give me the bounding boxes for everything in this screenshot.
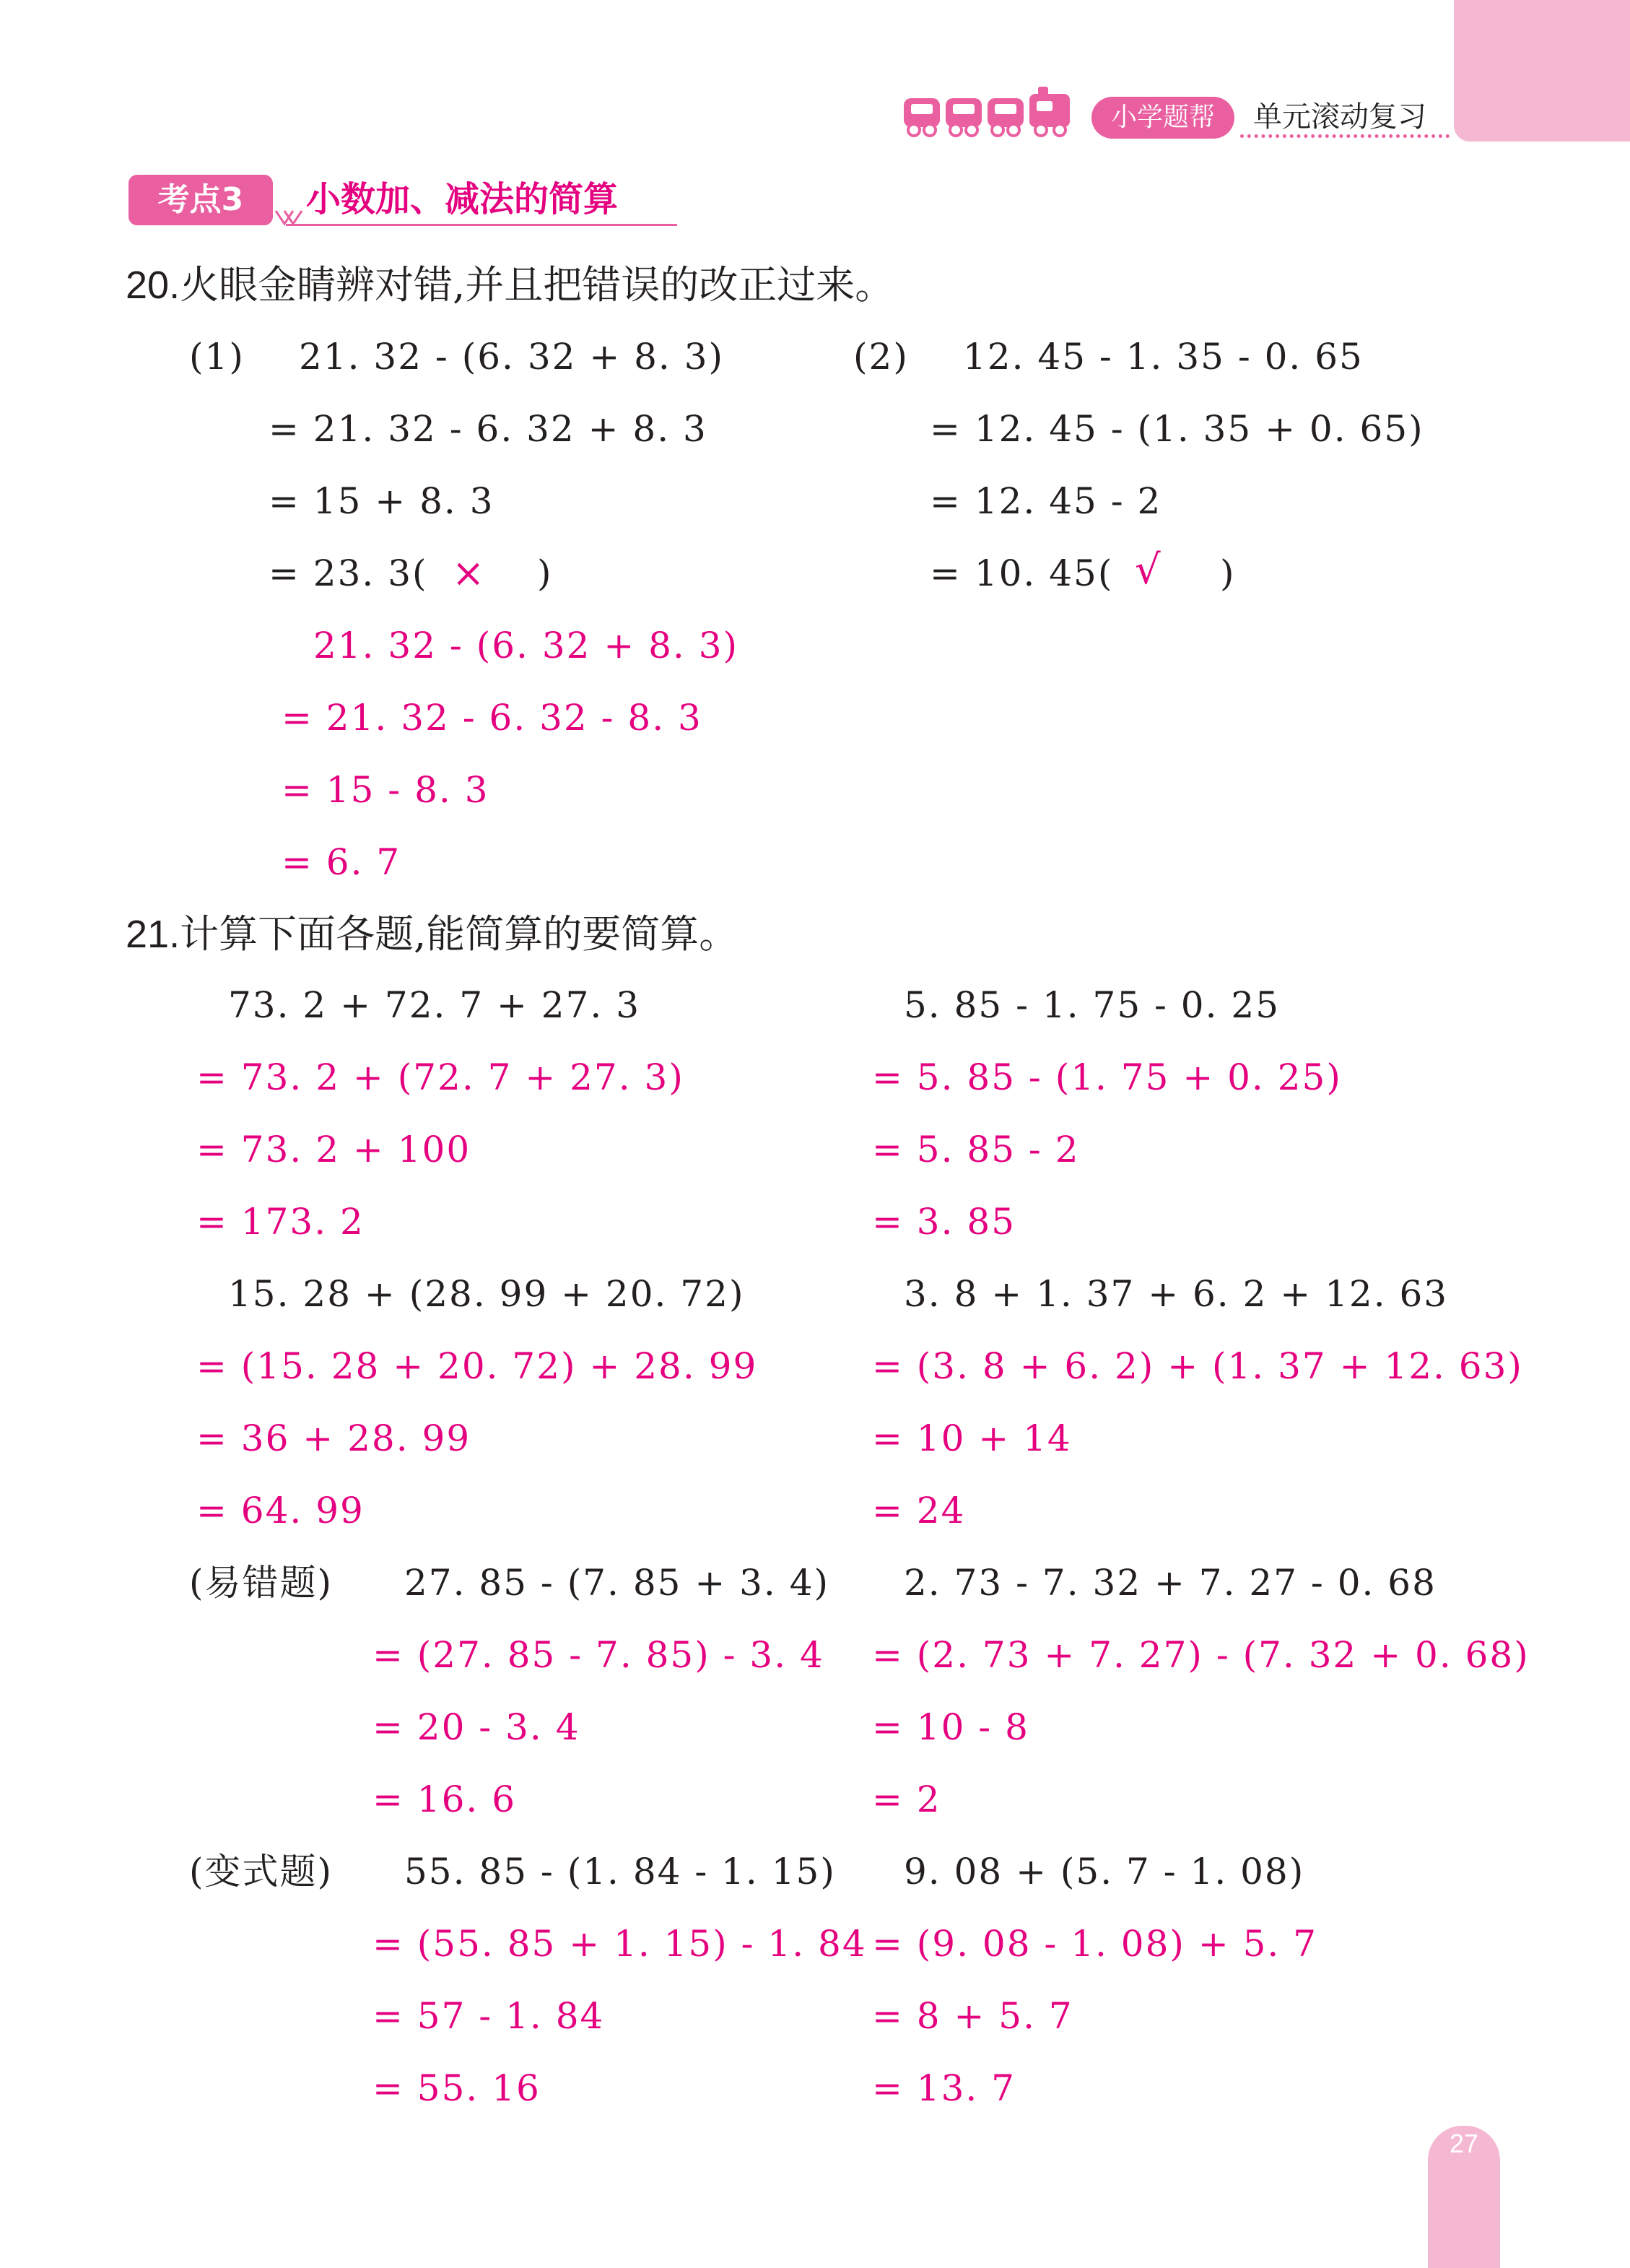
expression: 73. 2 + 72. 7 + 27. 3 (228, 984, 641, 1026)
step: = 5. 85 - (1. 75 + 0. 25) (872, 1056, 1342, 1098)
part-label: (2) (853, 336, 909, 378)
check-mark-icon: √ (1135, 547, 1162, 594)
close-paren: ) (537, 552, 553, 594)
wrong-mark-icon: × (452, 550, 487, 596)
step: = 55. 16 (372, 2067, 541, 2109)
step: = 10 + 14 (872, 1417, 1072, 1459)
result-line: = 10. 45( (930, 552, 1114, 594)
step: = (2. 73 + 7. 27) - (7. 32 + 0. 68) (872, 1634, 1530, 1676)
expression: 12. 45 - 1. 35 - 0. 65 (963, 336, 1364, 378)
question-21 (126, 911, 738, 957)
step: = 21. 32 - 6. 32 + 8. 3 (269, 408, 707, 450)
step: = 64. 99 (196, 1490, 365, 1531)
correction-step: 21. 32 - (6. 32 + 8. 3) (313, 625, 739, 666)
item-tag: (变式题) (189, 1851, 334, 1893)
step: = 73. 2 + 100 (196, 1129, 471, 1170)
step: = 36 + 28. 99 (196, 1417, 471, 1459)
question-text: 火眼金睛辨对错,并且把错误的改正过来。 (180, 262, 894, 308)
step: = 57 - 1. 84 (372, 1995, 605, 2037)
step: = (27. 85 - 7. 85) - 3. 4 (372, 1634, 824, 1676)
expression: 55. 85 - (1. 84 - 1. 15) (404, 1851, 836, 1893)
step: = (55. 85 + 1. 15) - 1. 84 (372, 1923, 867, 1965)
step: = 5. 85 - 2 (872, 1129, 1080, 1170)
question-number: 20. (126, 264, 180, 307)
step: = 173. 2 (196, 1201, 365, 1243)
result-line: = 23. 3( (269, 552, 428, 594)
train-icon (901, 85, 1081, 143)
corner-decoration (1454, 0, 1630, 142)
expression: 2. 73 - 7. 32 + 7. 27 - 0. 68 (904, 1562, 1437, 1604)
correction-step: = 6. 7 (282, 841, 401, 883)
step: = 16. 6 (372, 1778, 517, 1820)
expression: 5. 85 - 1. 75 - 0. 25 (904, 984, 1281, 1026)
question-20 (126, 262, 894, 308)
section-underline (286, 224, 677, 226)
expression: 9. 08 + (5. 7 - 1. 08) (904, 1851, 1305, 1893)
step: = 15 + 8. 3 (269, 480, 494, 522)
step: = (9. 08 - 1. 08) + 5. 7 (872, 1923, 1318, 1965)
step: = 8 + 5. 7 (872, 1995, 1073, 2037)
step: = (3. 8 + 6. 2) + (1. 37 + 12. 63) (872, 1345, 1523, 1387)
item-tag: (易错题) (189, 1562, 334, 1604)
step: = 13. 7 (872, 2067, 1016, 2109)
step: = 10 - 8 (872, 1706, 1029, 1748)
section-badge: 考点3 (128, 175, 273, 225)
expression: 21. 32 - (6. 32 + 8. 3) (299, 336, 725, 378)
expression: 3. 8 + 1. 37 + 6. 2 + 12. 63 (904, 1273, 1449, 1315)
header-dotted-divider (1240, 134, 1450, 138)
correction-step: = 21. 32 - 6. 32 - 8. 3 (282, 697, 702, 739)
brand-badge: 小学题帮 (1091, 97, 1234, 139)
question-text: 计算下面各题,能简算的要简算。 (180, 911, 738, 957)
step: = 20 - 3. 4 (372, 1706, 580, 1748)
step: = (15. 28 + 20. 72) + 28. 99 (196, 1345, 758, 1387)
unit-review-title: 单元滚动复习 (1253, 100, 1426, 134)
step: = 24 (872, 1490, 966, 1531)
expression: 15. 28 + (28. 99 + 20. 72) (228, 1273, 745, 1315)
question-number: 21. (126, 913, 180, 956)
step: = 3. 85 (872, 1201, 1016, 1243)
page-number: 27 (1449, 2129, 1479, 2158)
expression: 27. 85 - (7. 85 + 3. 4) (404, 1562, 830, 1604)
step: = 2 (872, 1778, 941, 1820)
step: = 12. 45 - 2 (930, 480, 1162, 522)
part-label: (1) (189, 336, 245, 378)
step: = 12. 45 - (1. 35 + 0. 65) (930, 408, 1424, 450)
correction-step: = 15 - 8. 3 (282, 769, 489, 811)
step: = 73. 2 + (72. 7 + 27. 3) (196, 1056, 684, 1098)
close-paren: ) (1220, 552, 1236, 594)
section-title: 小数加、减法的简算 (306, 179, 619, 220)
